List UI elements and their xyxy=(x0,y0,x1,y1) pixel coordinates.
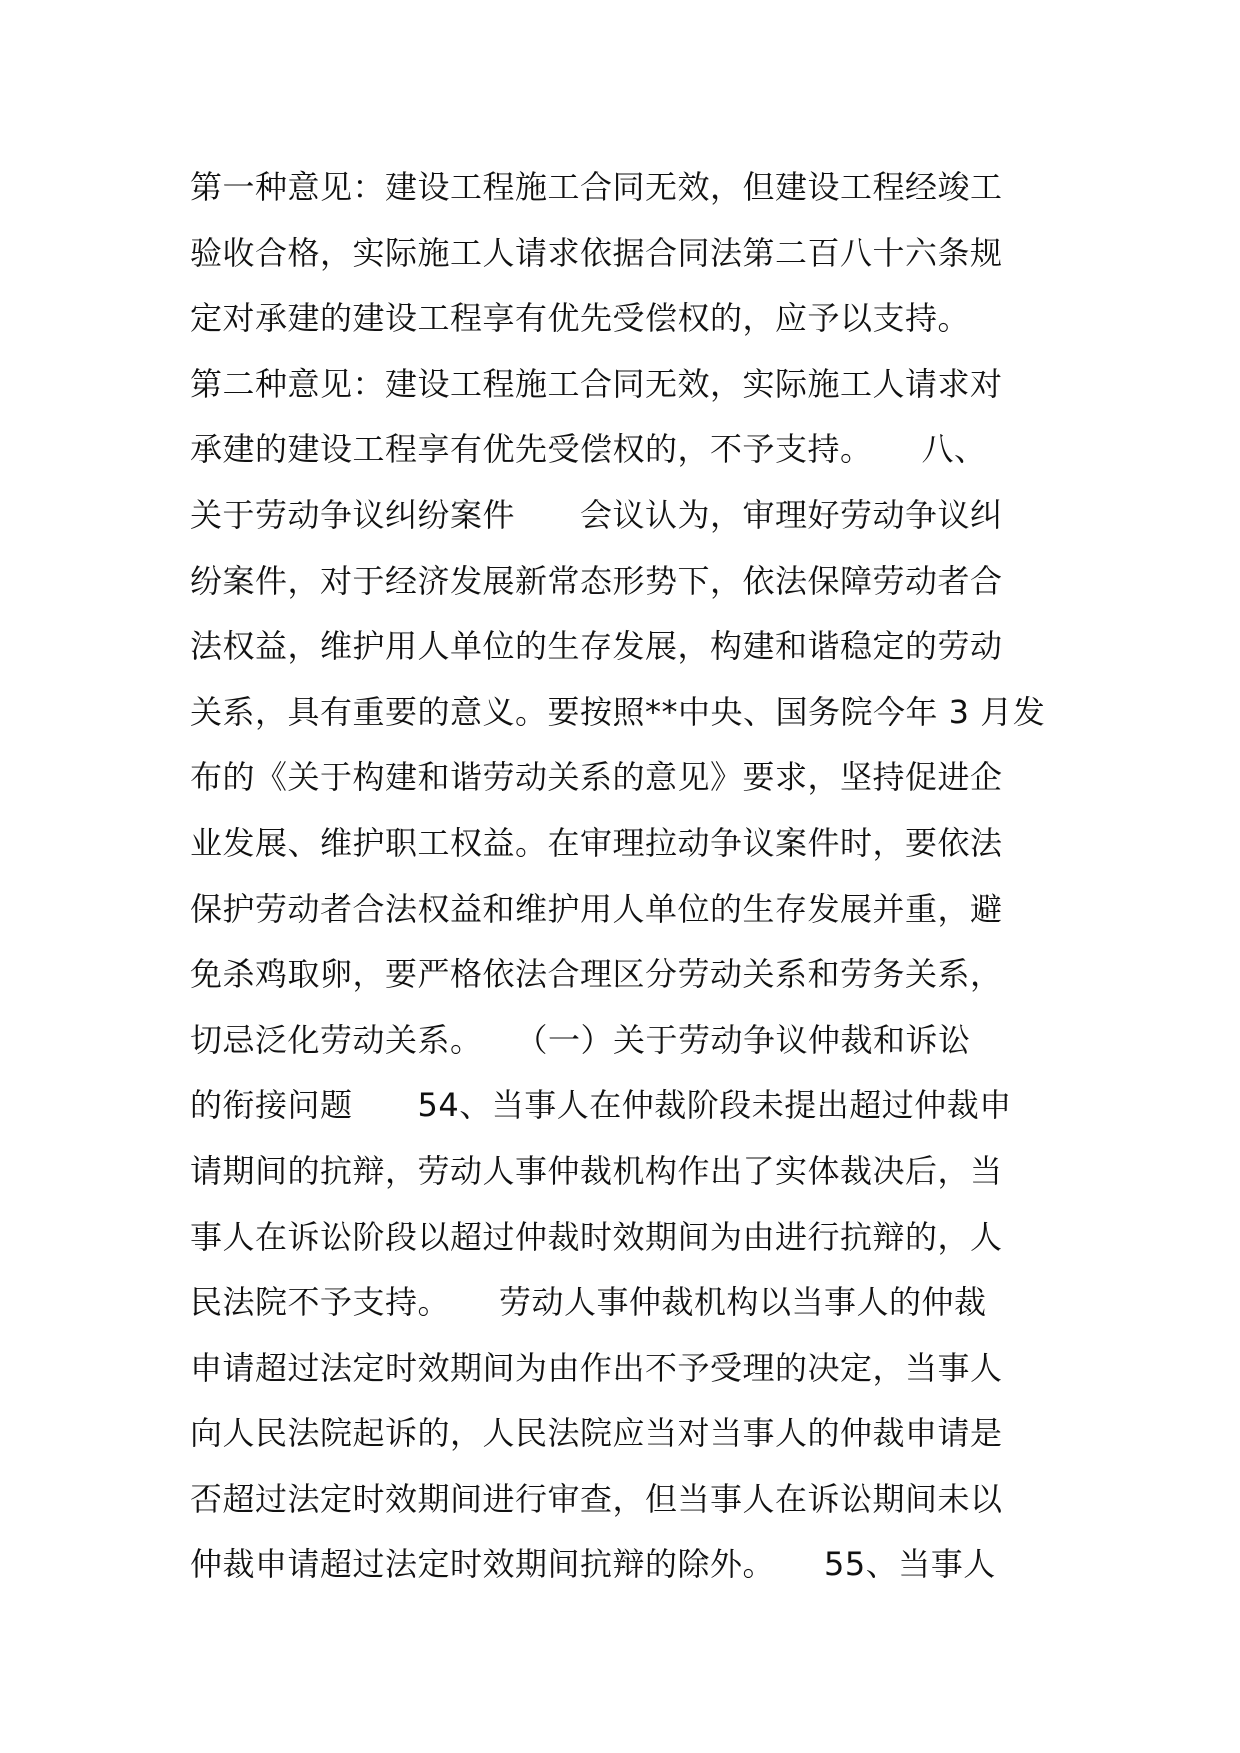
text-line: 定对承建的建设工程享有优先受偿权的，应予以支持。 xyxy=(190,299,971,338)
text-line: 民法院不予支持。 劳动人事仲裁机构以当事人的仲裁 xyxy=(190,1283,987,1322)
text-line: 保护劳动者合法权益和维护用人单位的生存发展并重，避 xyxy=(190,889,1003,928)
text-line: 业发展、维护职工权益。在审理拉动争议案件时，要依法 xyxy=(190,823,1003,862)
text-line: 仲裁申请超过法定时效期间抗辩的除外。 55、当事人 xyxy=(190,1545,996,1584)
text-line: 承建的建设工程享有优先受偿权的，不予支持。 八、 xyxy=(190,430,987,469)
text-line: 事人在诉讼阶段以超过仲裁时效期间为由进行抗辩的，人 xyxy=(190,1217,1003,1256)
text-line: 关于劳动争议纠纷案件 会议认为，审理好劳动争议纠 xyxy=(190,495,1003,534)
body-text xyxy=(190,155,1070,1598)
text-line: 第一种意见：建设工程施工合同无效，但建设工程经竣工 xyxy=(190,168,1003,206)
text-line: 第二种意见：建设工程施工合同无效，实际施工人请求对 xyxy=(190,364,1003,403)
text-line: 纷案件，对于经济发展新常态形势下，依法保障劳动者合 xyxy=(190,561,1003,600)
text-line: 否超过法定时效期间进行审查，但当事人在诉讼期间未以 xyxy=(190,1479,1003,1518)
text-line: 请期间的抗辩，劳动人事仲裁机构作出了实体裁决后，当 xyxy=(190,1151,1003,1190)
text-line: 切忌泛化劳动关系。 （一）关于劳动争议仲裁和诉讼 xyxy=(190,1020,971,1059)
text-line: 验收合格，实际施工人请求依据合同法第二百八十六条规 xyxy=(190,233,1003,272)
text-line: 的衔接问题 54、当事人在仲裁阶段未提出超过仲裁申 xyxy=(190,1086,1012,1125)
text-line: 关系，具有重要的意义。要按照**中央、国务院今年 3 月发 xyxy=(190,692,1046,731)
text-line: 向人民法院起诉的，人民法院应当对当事人的仲裁申请是 xyxy=(190,1414,1003,1453)
text-line: 布的《关于构建和谐劳动关系的意见》要求，坚持促进企 xyxy=(190,758,1003,797)
text-line: 法权益，维护用人单位的生存发展，构建和谐稳定的劳动 xyxy=(190,627,1003,666)
text-line: 申请超过法定时效期间为由作出不予受理的决定，当事人 xyxy=(190,1348,1003,1387)
text-line: 免杀鸡取卵，要严格依法合理区分劳动关系和劳务关系， xyxy=(190,955,1003,994)
